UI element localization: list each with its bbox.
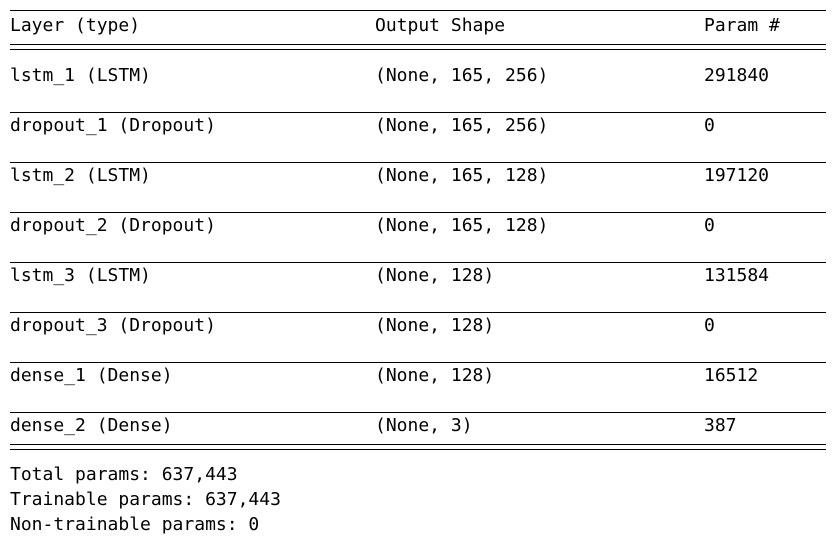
row-divider bbox=[10, 312, 826, 313]
row-output-shape: (None, 128) bbox=[375, 265, 495, 286]
row-divider bbox=[10, 162, 826, 163]
row-param-count: 197120 bbox=[704, 165, 770, 186]
row-param-count: 16512 bbox=[704, 365, 759, 386]
row-output-shape: (None, 128) bbox=[375, 315, 495, 336]
trainable-params: Trainable params: 637,443 bbox=[10, 489, 281, 510]
row-layer-name: lstm_2 (LSTM) bbox=[10, 165, 151, 186]
row-output-shape: (None, 165, 256) bbox=[375, 115, 549, 136]
row-layer-name: lstm_1 (LSTM) bbox=[10, 65, 151, 86]
footer-double-rule bbox=[10, 444, 826, 450]
row-output-shape: (None, 3) bbox=[375, 415, 473, 436]
top-rule bbox=[10, 10, 826, 11]
row-output-shape: (None, 165, 256) bbox=[375, 65, 549, 86]
row-divider bbox=[10, 412, 826, 413]
row-divider bbox=[10, 262, 826, 263]
row-param-count: 131584 bbox=[704, 265, 770, 286]
row-param-count: 0 bbox=[704, 115, 715, 136]
header-double-rule bbox=[10, 44, 826, 50]
row-layer-name: dropout_2 (Dropout) bbox=[10, 215, 216, 236]
row-layer-name: dropout_3 (Dropout) bbox=[10, 315, 216, 336]
header-param-count: Param # bbox=[704, 15, 780, 36]
row-output-shape: (None, 128) bbox=[375, 365, 495, 386]
non-trainable-params: Non-trainable params: 0 bbox=[10, 514, 260, 535]
row-output-shape: (None, 165, 128) bbox=[375, 165, 549, 186]
row-param-count: 0 bbox=[704, 315, 715, 336]
row-divider bbox=[10, 212, 826, 213]
row-divider bbox=[10, 362, 826, 363]
row-layer-name: lstm_3 (LSTM) bbox=[10, 265, 151, 286]
row-layer-name: dense_2 (Dense) bbox=[10, 415, 173, 436]
row-param-count: 0 bbox=[704, 215, 715, 236]
header-layer-type: Layer (type) bbox=[10, 15, 141, 36]
row-layer-name: dropout_1 (Dropout) bbox=[10, 115, 216, 136]
total-params: Total params: 637,443 bbox=[10, 464, 238, 485]
header-output-shape: Output Shape bbox=[375, 15, 506, 36]
row-layer-name: dense_1 (Dense) bbox=[10, 365, 173, 386]
row-divider bbox=[10, 112, 826, 113]
row-param-count: 291840 bbox=[704, 65, 770, 86]
row-output-shape: (None, 165, 128) bbox=[375, 215, 549, 236]
row-param-count: 387 bbox=[704, 415, 737, 436]
